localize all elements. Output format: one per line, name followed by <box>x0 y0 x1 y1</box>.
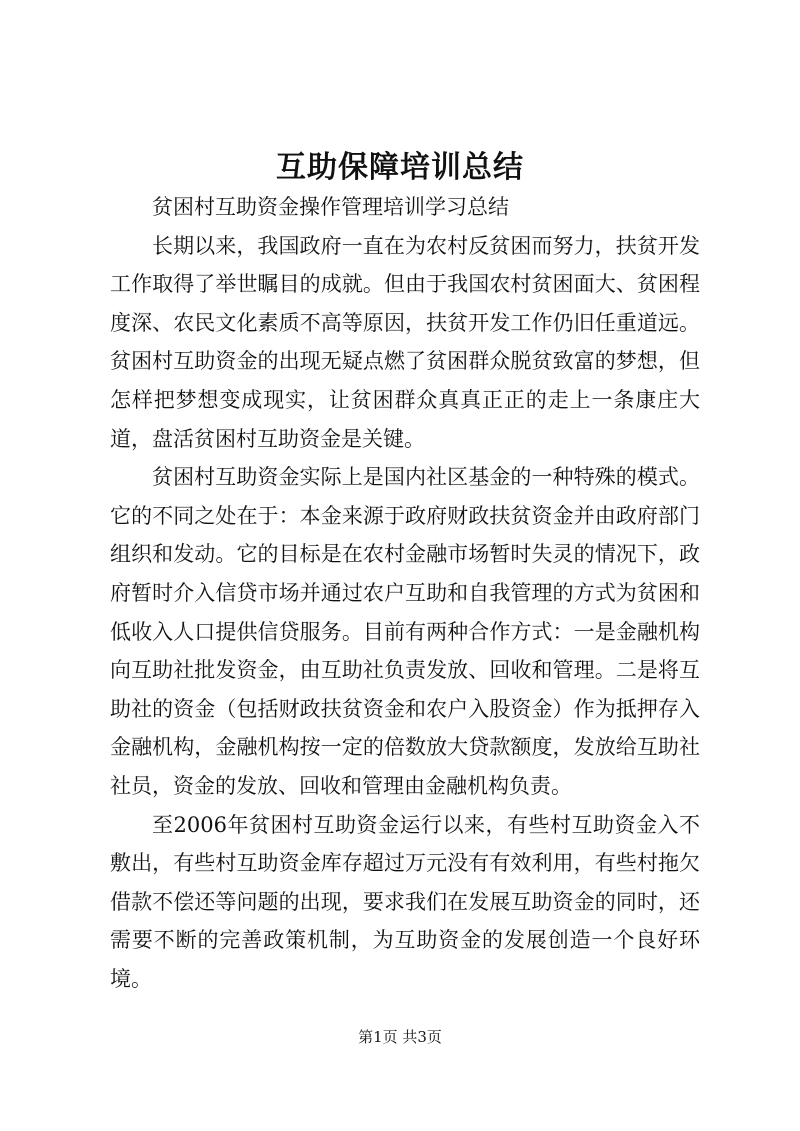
document-body <box>110 188 700 998</box>
body-paragraph: 贫困村互助资金实际上是国内社区基金的一种特殊的模式。它的不同之处在于：本金来源于政府财政扶贫资金并由政府部门组织和发动。它的目标是在农村金融市场暂时失灵的情况下，政府暂时介入信贷市场并通过农户互助和自我管理的方式为贫困和低收入人口提供信贷服务。目前有两种合作方式：一是金融机构向互助社批发资金，由互助社负责发放、回收和管理。二是将互助社的资金（包括财政扶贫资金和农户入股资金）作为抵押存入金融机构，金融机构按一定的倍数放大贷款额度，发放给互助社社员，资金的发放、回收和管理由金融机构负责。 <box>110 465 700 798</box>
page-number-footer: 第1页 共3页 <box>358 1028 442 1046</box>
subtitle-paragraph: 贫困村互助资金操作管理培训学习总结 <box>152 195 509 219</box>
document-title: 互助保障培训总结 <box>276 150 524 185</box>
body-paragraph: 长期以来，我国政府一直在为农村反贫困而努力，扶贫开发工作取得了举世瞩目的成就。但由于我国农村贫困面大、贫困程度深、农民文化素质不高等原因，扶贫开发工作仍旧任重道远。贫困村互助资金的出现无疑点燃了贫困群众脱贫致富的梦想，但怎样把梦想变成现实，让贫困群众真真正正的走上一条康庄大道，盘活贫困村互助资金是关键。 <box>110 233 700 451</box>
body-paragraph: 至2006年贫困村互助资金运行以来，有些村互助资金入不敷出，有些村互助资金库存超过万元没有有效利用，有些村拖欠借款不偿还等问题的出现，要求我们在发展互助资金的同时，还需要不断的完善政策机制，为互助资金的发展创造一个良好环境。 <box>110 812 700 991</box>
